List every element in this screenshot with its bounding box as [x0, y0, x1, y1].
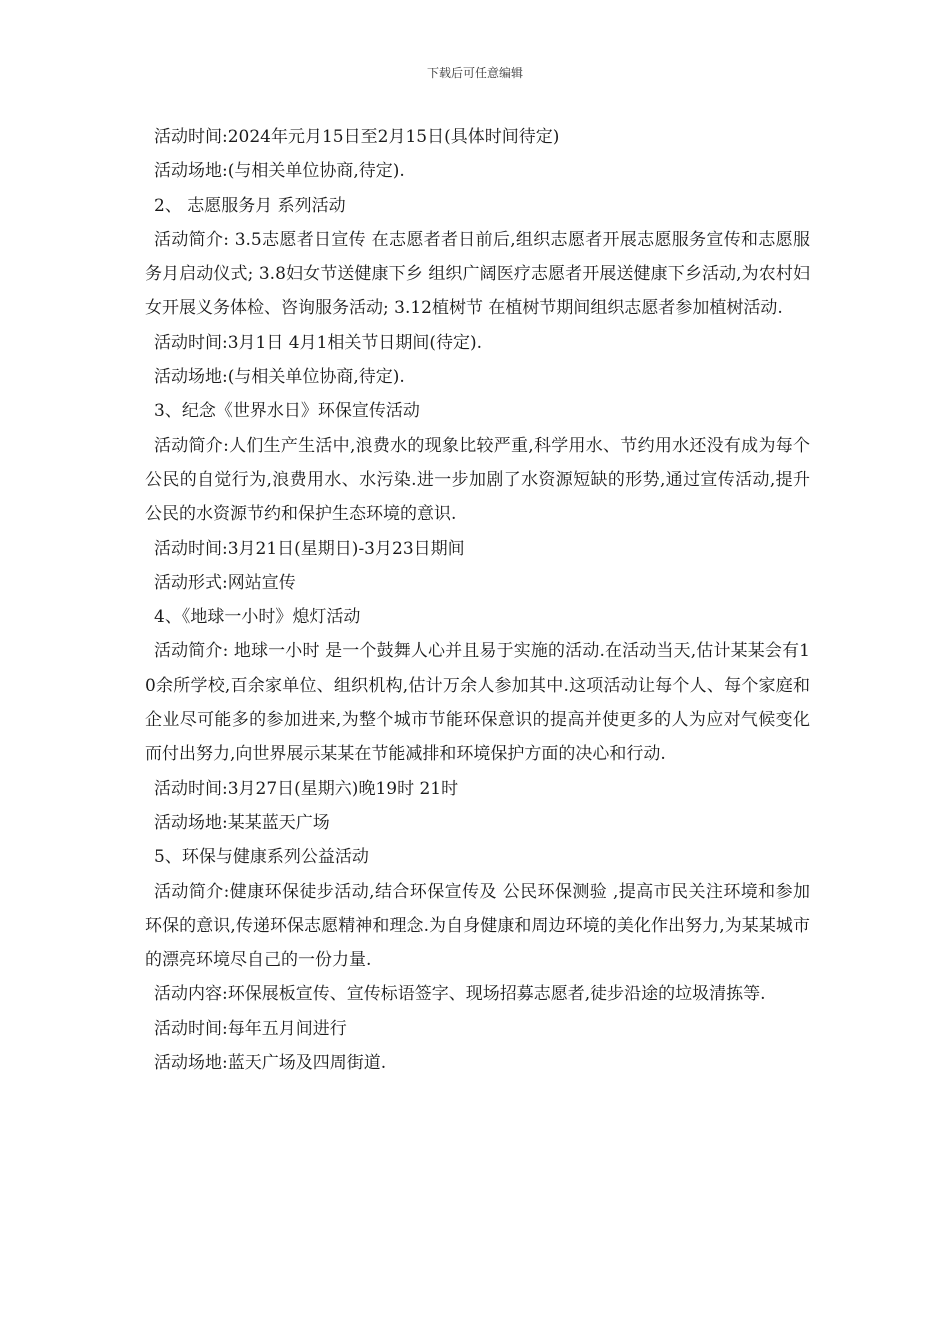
paragraph: 活动时间:3月27日(星期六)晚19时 21时 — [154, 778, 459, 799]
section-heading: 3、纪念《世界水日》环保宣传活动 — [154, 401, 420, 422]
paragraph: 活动场地:蓝天广场及四周街道. — [154, 1053, 387, 1074]
page-header: 下载后可任意编辑 — [426, 66, 523, 80]
paragraph: 活动场地:(与相关单位协商,待定). — [154, 367, 405, 388]
section-heading: 5、环保与健康系列公益活动 — [154, 847, 369, 868]
paragraph: 活动简介:健康环保徒步活动,结合环保宣传及 公民环保测验 ,提高市民关注环境和参加环保的意识,传递环保志愿精神和理念.为自身健康和周边环境的美化作出努力,为某某城市的漂亮环境尽自己的一份力量. — [145, 881, 810, 971]
paragraph: 活动简介: 地球一小时 是一个鼓舞人心并且易于实施的活动.在活动当天,估计某某会有10余所学校,百余家单位、组织机构,估计万余人参加其中.这项活动让每个人、每个家庭和企业尽可能多的参加进来,为整个城市节能环保意识的提高并使更多的人为应对气候变化而付出努力,向世界展示某某在节能减排和环境保护方面的决心和行动. — [145, 641, 810, 765]
paragraph: 活动简介:人们生产生活中,浪费水的现象比较严重,科学用水、节约用水还没有成为每个公民的自觉行为,浪费用水、水污染.进一步加剧了水资源短缺的形势,通过宣传活动,提升公民的水资源节约和保护生态环境的意识. — [145, 435, 810, 525]
paragraph: 活动时间:3月1日 4月1相关节日期间(待定). — [154, 332, 483, 353]
paragraph: 活动时间:3月21日(星期日)-3月23日期间 — [154, 538, 465, 559]
section-heading: 4、《地球一小时》熄灯活动 — [154, 607, 361, 628]
paragraph: 活动简介: 3.5志愿者日宣传 在志愿者者日前后,组织志愿者开展志愿服务宣传和志愿服务月启动仪式; 3.8妇女节送健康下乡 组织广阔医疗志愿者开展送健康下乡活动,为农村妇女开展义务体检、咨询服务活动; 3.12植树节 在植树节期间组织志愿者参加植树活动. — [145, 229, 810, 319]
paragraph: 活动场地:(与相关单位协商,待定). — [154, 161, 405, 182]
section-heading: 2、 志愿服务月 系列活动 — [154, 195, 346, 216]
paragraph: 活动时间:每年五月间进行 — [154, 1018, 347, 1039]
paragraph: 活动场地:某某蓝天广场 — [154, 812, 330, 833]
document-body — [145, 120, 810, 1080]
paragraph: 活动形式:网站宣传 — [154, 572, 296, 593]
paragraph: 活动内容:环保展板宣传、宣传标语签字、现场招募志愿者,徒步沿途的垃圾清拣等. — [154, 984, 766, 1005]
paragraph: 活动时间:2024年元月15日至2月15日(具体时间待定) — [154, 127, 560, 147]
